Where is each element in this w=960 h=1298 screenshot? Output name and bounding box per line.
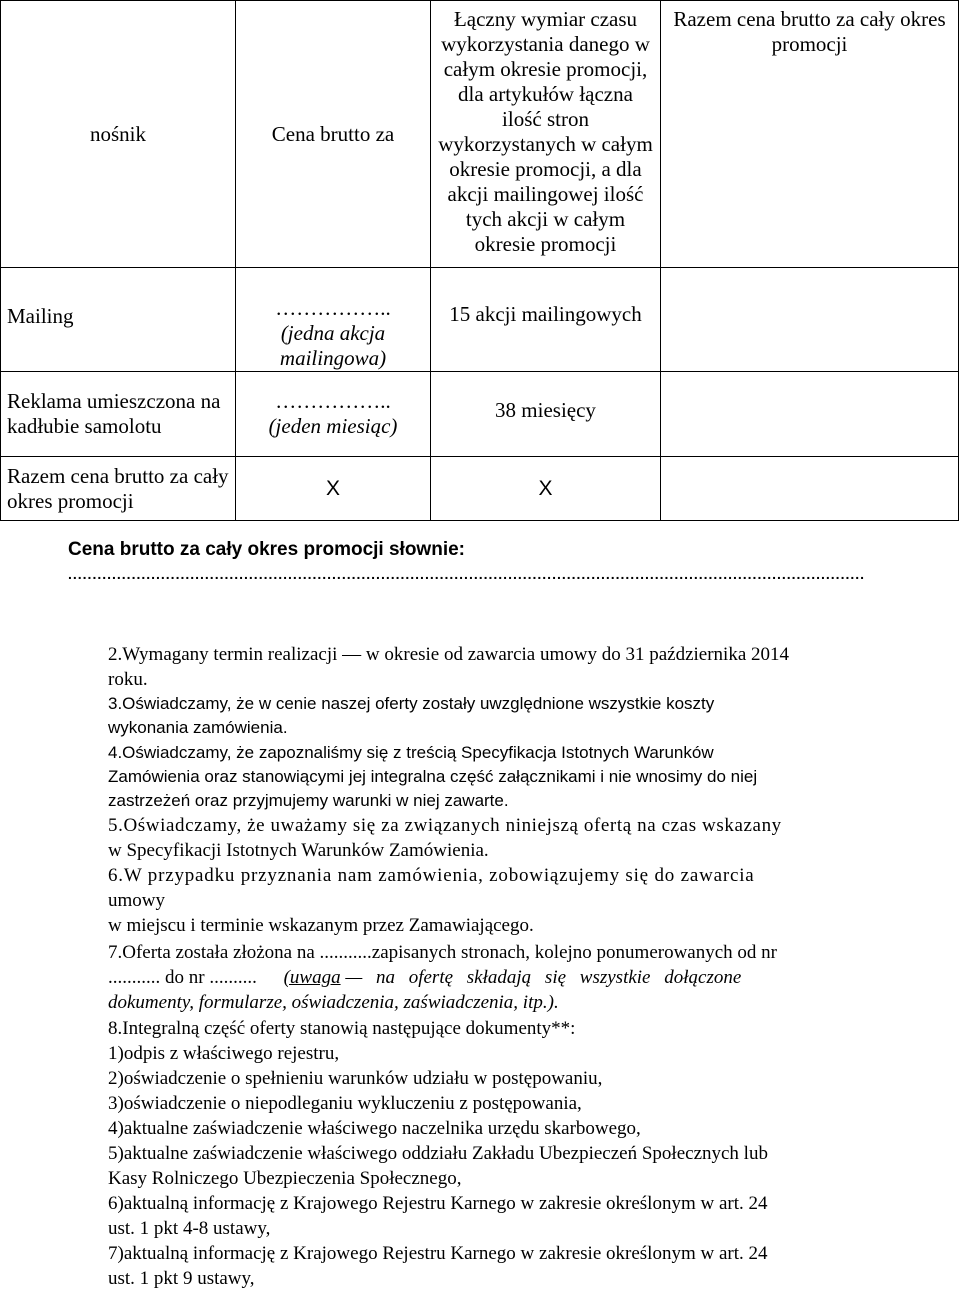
header-wymiar: Łączny wymiar czasu wykorzystania danego w całym okresie promocji, dla artykułów łączna ilość stron wykorzystanych w całym okresie promocji, a dla akcji mailingowej ilość tych akcji w całym okresie promocji xyxy=(431,1,661,268)
point-8 xyxy=(108,1016,918,1041)
point-7-note-start: (uwaga xyxy=(283,967,341,988)
table-header-row xyxy=(1,1,959,268)
point-3-line: wykonania zamówienia. xyxy=(108,718,288,737)
point-6-line: umowy xyxy=(108,890,165,911)
row-reklama-nosnik: Reklama umieszczona na kadłubie samolotu xyxy=(1,372,236,457)
list-item: 6)aktualną informację z Krajowego Rejestru Karnego w zakresie określonym w art. 24 xyxy=(108,1193,768,1214)
point-5-line: 5.Oświadczamy, że uważamy się za związanych niniejszą ofertą na czas wskazany xyxy=(108,815,782,836)
price-placeholder: …………….. xyxy=(275,389,391,413)
row-total-razem xyxy=(661,457,959,521)
point-6-line: 6.W przypadku przyznania nam zamówienia, zobowiązujemy się do zawarcia xyxy=(108,865,755,886)
row-reklama-cena xyxy=(236,372,431,457)
list-item: 4)aktualne zaświadczenie właściwego naczelnika urzędu skarbowego, xyxy=(108,1118,641,1139)
table-row xyxy=(1,457,959,521)
list-item: 2)oświadczenie o spełnieniu warunków udziału w postępowaniu, xyxy=(108,1068,603,1089)
row-mailing-wymiar: 15 akcji mailingowych xyxy=(431,268,661,372)
offer-table xyxy=(0,0,959,521)
point-5 xyxy=(108,813,918,863)
price-unit-note: (jedna akcja mailingowa) xyxy=(279,321,387,370)
point-3-line: 3.Oświadczamy, że w cenie naszej oferty zostały uwzględnione wszystkie koszty xyxy=(108,694,715,713)
point-7-note: — na ofertę składają się wszystkie dołączone xyxy=(345,967,742,988)
row-mailing-cena xyxy=(236,268,431,372)
point-6-line: w miejscu i terminie wskazanym przez Zamawiającego. xyxy=(108,915,534,936)
list-item: 1)odpis z właściwego rejestru, xyxy=(108,1043,340,1064)
point-5-line: w Specyfikacji Istotnych Warunków Zamówienia. xyxy=(108,840,489,861)
point-7-line: 7.Oferta została złożona na ...........zapisanych stronach, kolejno ponumerowanych od nr xyxy=(108,942,777,963)
row-reklama-wymiar: 38 miesięcy xyxy=(431,372,661,457)
slownie-dots: ................................................................................................................................................................... xyxy=(68,566,866,582)
list-item: ust. 1 pkt 4-8 ustawy, xyxy=(108,1218,271,1239)
row-total-cena: X xyxy=(236,457,431,521)
point-6 xyxy=(108,863,918,938)
row-total-wymiar: X xyxy=(431,457,661,521)
documents-list xyxy=(108,1041,918,1291)
point-7-line: dokumenty, formularze, oświadczenia, zaświadczenia, itp.). xyxy=(108,992,559,1013)
point-7-range: ........... do nr .......... xyxy=(108,967,257,988)
point-2-line: 2.Wymagany termin realizacji — w okresie od zawarcia umowy do 31 października 2014 xyxy=(108,644,790,665)
point-4 xyxy=(108,741,918,813)
list-item: Kasy Rolniczego Ubezpieczenia Społecznego, xyxy=(108,1168,462,1189)
table-row xyxy=(1,268,959,372)
point-7 xyxy=(108,940,918,1015)
point-2 xyxy=(108,642,918,692)
list-item: ust. 1 pkt 9 ustawy, xyxy=(108,1268,255,1289)
table-row xyxy=(1,372,959,457)
point-2-line: roku. xyxy=(108,669,148,690)
slownie-label: Cena brutto za cały okres promocji słownie: xyxy=(68,539,465,560)
row-mailing-nosnik: Mailing xyxy=(1,268,236,372)
point-8-line: 8.Integralną część oferty stanowią następujące dokumenty**: xyxy=(108,1018,576,1039)
price-placeholder: …………….. xyxy=(275,296,391,320)
point-7-line xyxy=(108,965,918,990)
list-item: 5)aktualne zaświadczenie właściwego oddziału Zakładu Ubezpieczeń Społecznych lub xyxy=(108,1143,768,1164)
header-razem: Razem cena brutto za cały okres promocji xyxy=(661,1,959,268)
list-item: 7)aktualną informację z Krajowego Rejestru Karnego w zakresie określonym w art. 24 xyxy=(108,1243,768,1264)
point-4-line: zastrzeżeń oraz przyjmujemy warunki w niej zawarte. xyxy=(108,791,509,810)
row-reklama-razem xyxy=(661,372,959,457)
row-mailing-razem xyxy=(661,268,959,372)
point-3 xyxy=(108,692,918,740)
header-cena: Cena brutto za xyxy=(236,1,431,268)
point-4-line: 4.Oświadczamy, że zapoznaliśmy się z treścią Specyfikacja Istotnych Warunków xyxy=(108,743,714,762)
point-4-line: Zamówienia oraz stanowiącymi jej integralna część załącznikami i nie wnosimy do niej xyxy=(108,767,758,786)
price-unit-note: (jeden miesiąc) xyxy=(268,414,398,438)
row-total-nosnik: Razem cena brutto za cały okres promocji xyxy=(1,457,236,521)
header-nosnik: nośnik xyxy=(1,1,236,268)
list-item: 3)oświadczenie o niepodleganiu wykluczeniu z postępowania, xyxy=(108,1093,582,1114)
